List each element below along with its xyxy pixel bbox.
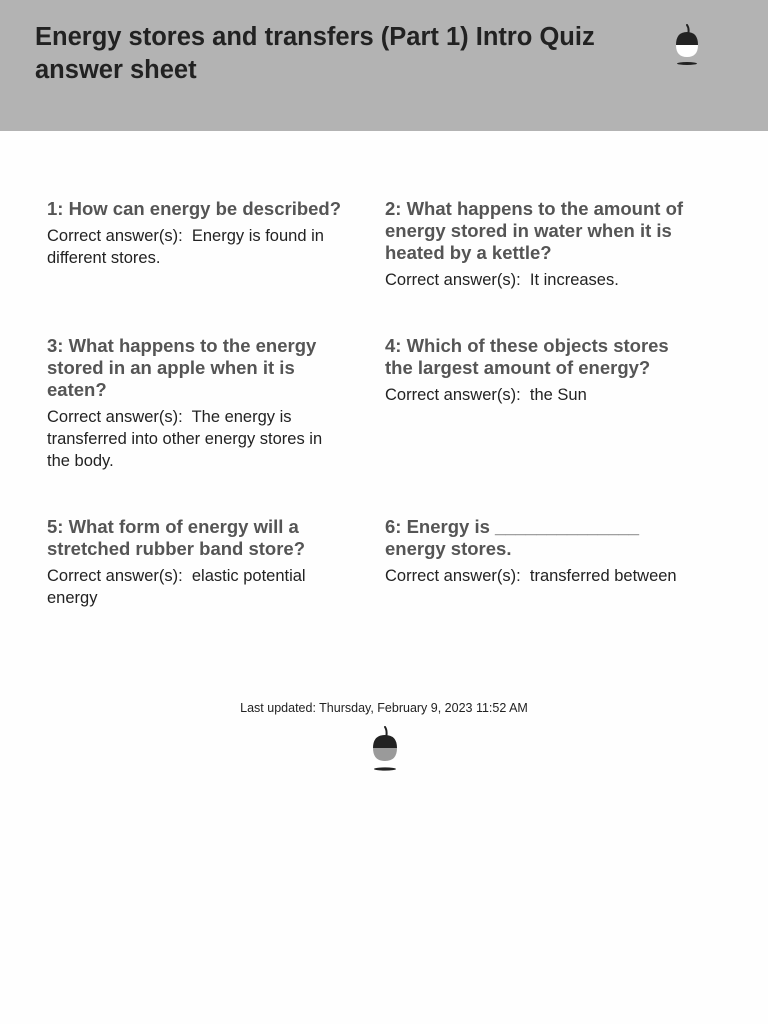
question-text: 6: Energy is ______________ energy stores. (385, 516, 640, 559)
answer-value: The energy is transferred into other energy stores in the body. (47, 408, 323, 470)
answer-text (47, 406, 342, 472)
answer-text (385, 269, 695, 291)
question-block-2 (385, 198, 695, 291)
answer-value: elastic potential energy (47, 567, 306, 607)
answer-label: Correct answer(s): (47, 227, 192, 245)
answer-label: Correct answer(s): (385, 271, 530, 289)
answer-text (47, 565, 342, 609)
page-title: Energy stores and transfers (Part 1) Intro Quiz answer sheet (35, 23, 595, 84)
question-text: 4: Which of these objects stores the largest amount of energy? (385, 335, 669, 378)
question-block-1 (47, 198, 365, 269)
answer-text (47, 225, 365, 269)
answer-text (385, 384, 695, 406)
question-block-3 (47, 335, 342, 472)
answer-value: transferred between (529, 567, 677, 585)
last-updated-text: Last updated: Thursday, February 9, 2023 11:52 AM (240, 701, 528, 715)
answer-label: Correct answer(s): (385, 386, 530, 404)
answer-value: the Sun (529, 386, 587, 404)
question-text: 1: How can energy be described? (47, 198, 342, 219)
answer-value: Energy is found in different stores. (47, 227, 324, 267)
answer-label: Correct answer(s): (385, 567, 530, 585)
page-header (0, 0, 768, 131)
question-text: 5: What form of energy will a stretched rubber band store? (47, 516, 306, 559)
answer-label: Correct answer(s): (47, 408, 192, 426)
question-text: 3: What happens to the energy stored in an apple when it is eaten? (47, 335, 317, 400)
acorn-icon (673, 24, 701, 66)
answer-value: It increases. (529, 271, 619, 289)
acorn-icon (370, 726, 400, 772)
question-block-6 (385, 516, 715, 587)
question-block-4 (385, 335, 695, 406)
answer-label: Correct answer(s): (47, 567, 192, 585)
question-text: 2: What happens to the amount of energy stored in water when it is heated by a kettle? (385, 198, 684, 263)
answer-text (385, 565, 715, 587)
question-block-5 (47, 516, 342, 609)
